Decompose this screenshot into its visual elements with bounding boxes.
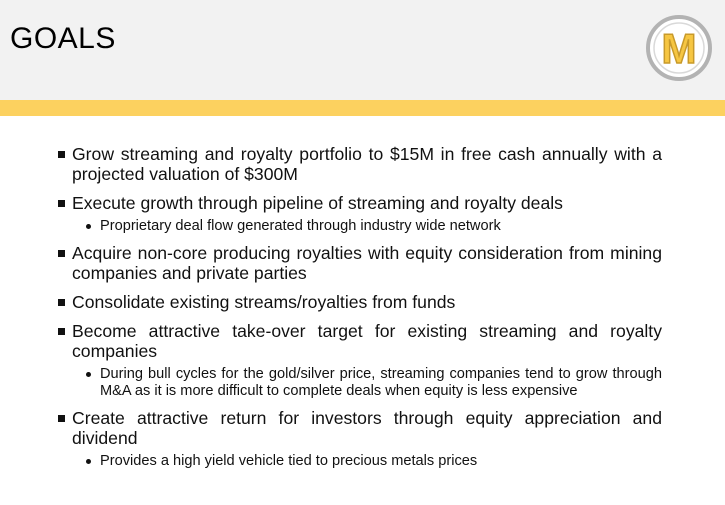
slide-title: GOALS [10,22,116,55]
round-bullet-icon [86,459,91,464]
bullet-item [54,321,662,361]
round-bullet-icon [86,372,91,377]
bullet-item [54,408,662,448]
square-bullet-icon [58,415,65,422]
bullet-text: Grow streaming and royalty portfolio to $15M in free cash annually with a projected valuation of $300M [72,144,662,184]
slide-header [0,0,725,100]
sub-bullet-item [54,453,662,470]
sub-bullet-item [54,366,662,400]
sub-bullet-item [54,218,662,235]
round-bullet-icon [86,224,91,229]
bullet-list [54,144,662,478]
bullet-text: Consolidate existing streams/royalties from funds [72,292,456,312]
square-bullet-icon [58,299,65,306]
square-bullet-icon [58,200,65,207]
bullet-item [54,193,662,213]
bullet-text: Acquire non-core producing royalties with equity consideration from mining companies and private parties [72,243,662,283]
company-logo [645,14,713,82]
sub-bullet-text: Provides a high yield vehicle tied to precious metals prices [100,453,478,469]
square-bullet-icon [58,328,65,335]
square-bullet-icon [58,250,65,257]
accent-rule [0,100,725,116]
square-bullet-icon [58,151,65,158]
sub-bullet-text: During bull cycles for the gold/silver price, streaming companies tend to grow through M&A as it is more difficult to complete deals when equity is less expensive [100,366,662,399]
bullet-text: Execute growth through pipeline of streaming and royalty deals [72,193,563,213]
bullet-item [54,292,662,312]
bullet-text: Create attractive return for investors through equity appreciation and dividend [72,408,662,448]
bullet-item [54,144,662,184]
bullet-text: Become attractive take-over target for existing streaming and royalty companies [72,321,662,361]
sub-bullet-text: Proprietary deal flow generated through industry wide network [100,218,501,234]
logo-letter: M [661,25,697,72]
bullet-item [54,243,662,283]
